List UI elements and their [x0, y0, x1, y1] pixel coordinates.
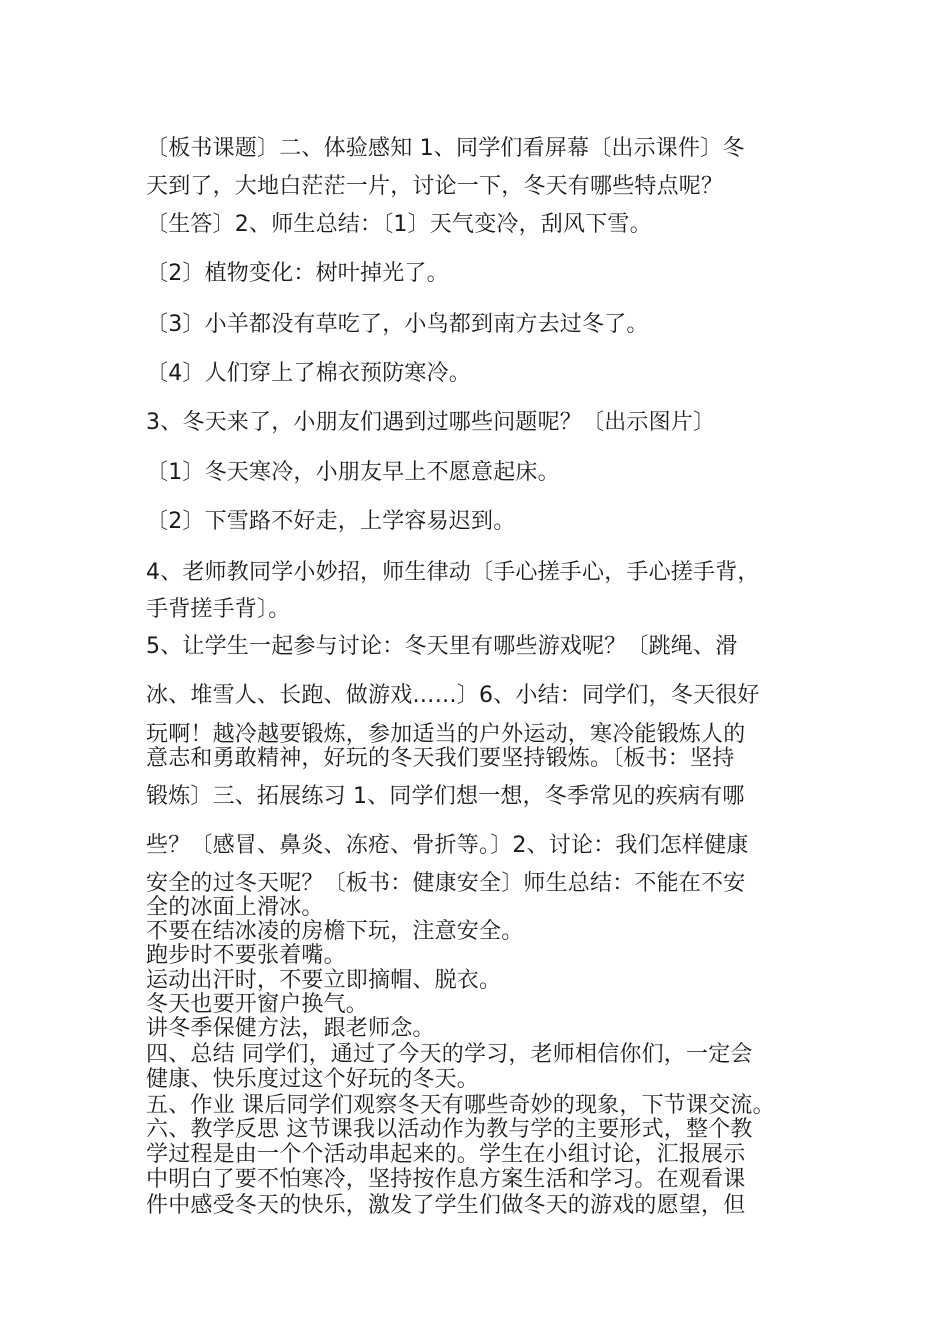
text-line: 〔板书课题〕二、体验感知 1、同学们看屏幕〔出示课件〕冬 [146, 136, 745, 161]
text-line: 些？〔感冒、鼻炎、冻疮、骨折等。〕2、讨论：我们怎样健康 [146, 833, 749, 858]
text-line: 〔4〕人们穿上了棉衣预防寒冷。 [146, 361, 471, 386]
text-line: 健康、快乐度过这个好玩的冬天。 [146, 1067, 480, 1092]
text-line: 〔生答〕2、师生总结：〔1〕天气变冷，刮风下雪。 [146, 212, 652, 237]
text-line: 天到了，大地白茫茫一片，讨论一下，冬天有哪些特点呢？ [146, 174, 724, 199]
text-line: 安全的过冬天呢？〔板书：健康安全〕师生总结：不能在不安 [146, 871, 746, 896]
text-line: 〔3〕小羊都没有草吃了，小鸟都到南方去过冬了。 [146, 312, 649, 337]
text-line: 四、总结 同学们，通过了今天的学习，老师相信你们，一定会 [146, 1042, 753, 1067]
text-line: 跑步时不要张着嘴。 [146, 943, 346, 968]
text-line: 中明白了要不怕寒冷，坚持按作息方案生活和学习。在观看课 [146, 1167, 746, 1192]
text-line: 〔2〕下雪路不好走，上学容易迟到。 [146, 509, 516, 534]
text-line: 冰、堆雪人、长跑、做游戏……〕6、小结：同学们，冬天很好 [146, 683, 760, 708]
text-line: 全的冰面上滑冰。 [146, 895, 324, 920]
text-line: 手背搓手背〕。 [146, 597, 291, 622]
text-line: 运动出汗时，不要立即摘帽、脱衣。 [146, 968, 502, 993]
text-line: 〔1〕冬天寒冷，小朋友早上不愿意起床。 [146, 460, 560, 485]
text-line: 4、老师教同学小妙招，师生律动〔手心搓手心，手心搓手背， [146, 560, 760, 585]
text-line: 学过程是由一个个活动串起来的。学生在小组讨论，汇报展示 [146, 1142, 746, 1167]
text-line: 件中感受冬天的快乐，激发了学生们做冬天的游戏的愿望，但 [146, 1193, 746, 1218]
text-line: 讲冬季保健方法，跟老师念。 [146, 1016, 435, 1041]
text-line: 锻炼〕三、拓展练习 1、同学们想一想，冬季常见的疾病有哪 [146, 784, 745, 809]
text-line: 3、冬天来了，小朋友们遇到过哪些问题呢？〔出示图片〕 [146, 410, 716, 435]
text-line: 意志和勇敢精神，好玩的冬天我们要坚持锻炼。〔板书：坚持 [146, 746, 735, 771]
text-line: 〔2〕植物变化：树叶掉光了。 [146, 261, 449, 286]
text-line: 5、让学生一起参与讨论：冬天里有哪些游戏呢？〔跳绳、滑 [146, 634, 738, 659]
text-line: 六、教学反思 这节课我以活动作为教与学的主要形式，整个教 [146, 1117, 753, 1142]
text-line: 冬天也要开窗户换气。 [146, 992, 369, 1017]
text-line: 不要在结冰凌的房檐下玩，注意安全。 [146, 919, 524, 944]
text-line: 五、作业 课后同学们观察冬天有哪些奇妙的现象，下节课交流。 [146, 1093, 775, 1118]
text-line: 玩啊！越冷越要锻炼，参加适当的户外运动，寒冷能锻炼人的 [146, 722, 746, 747]
